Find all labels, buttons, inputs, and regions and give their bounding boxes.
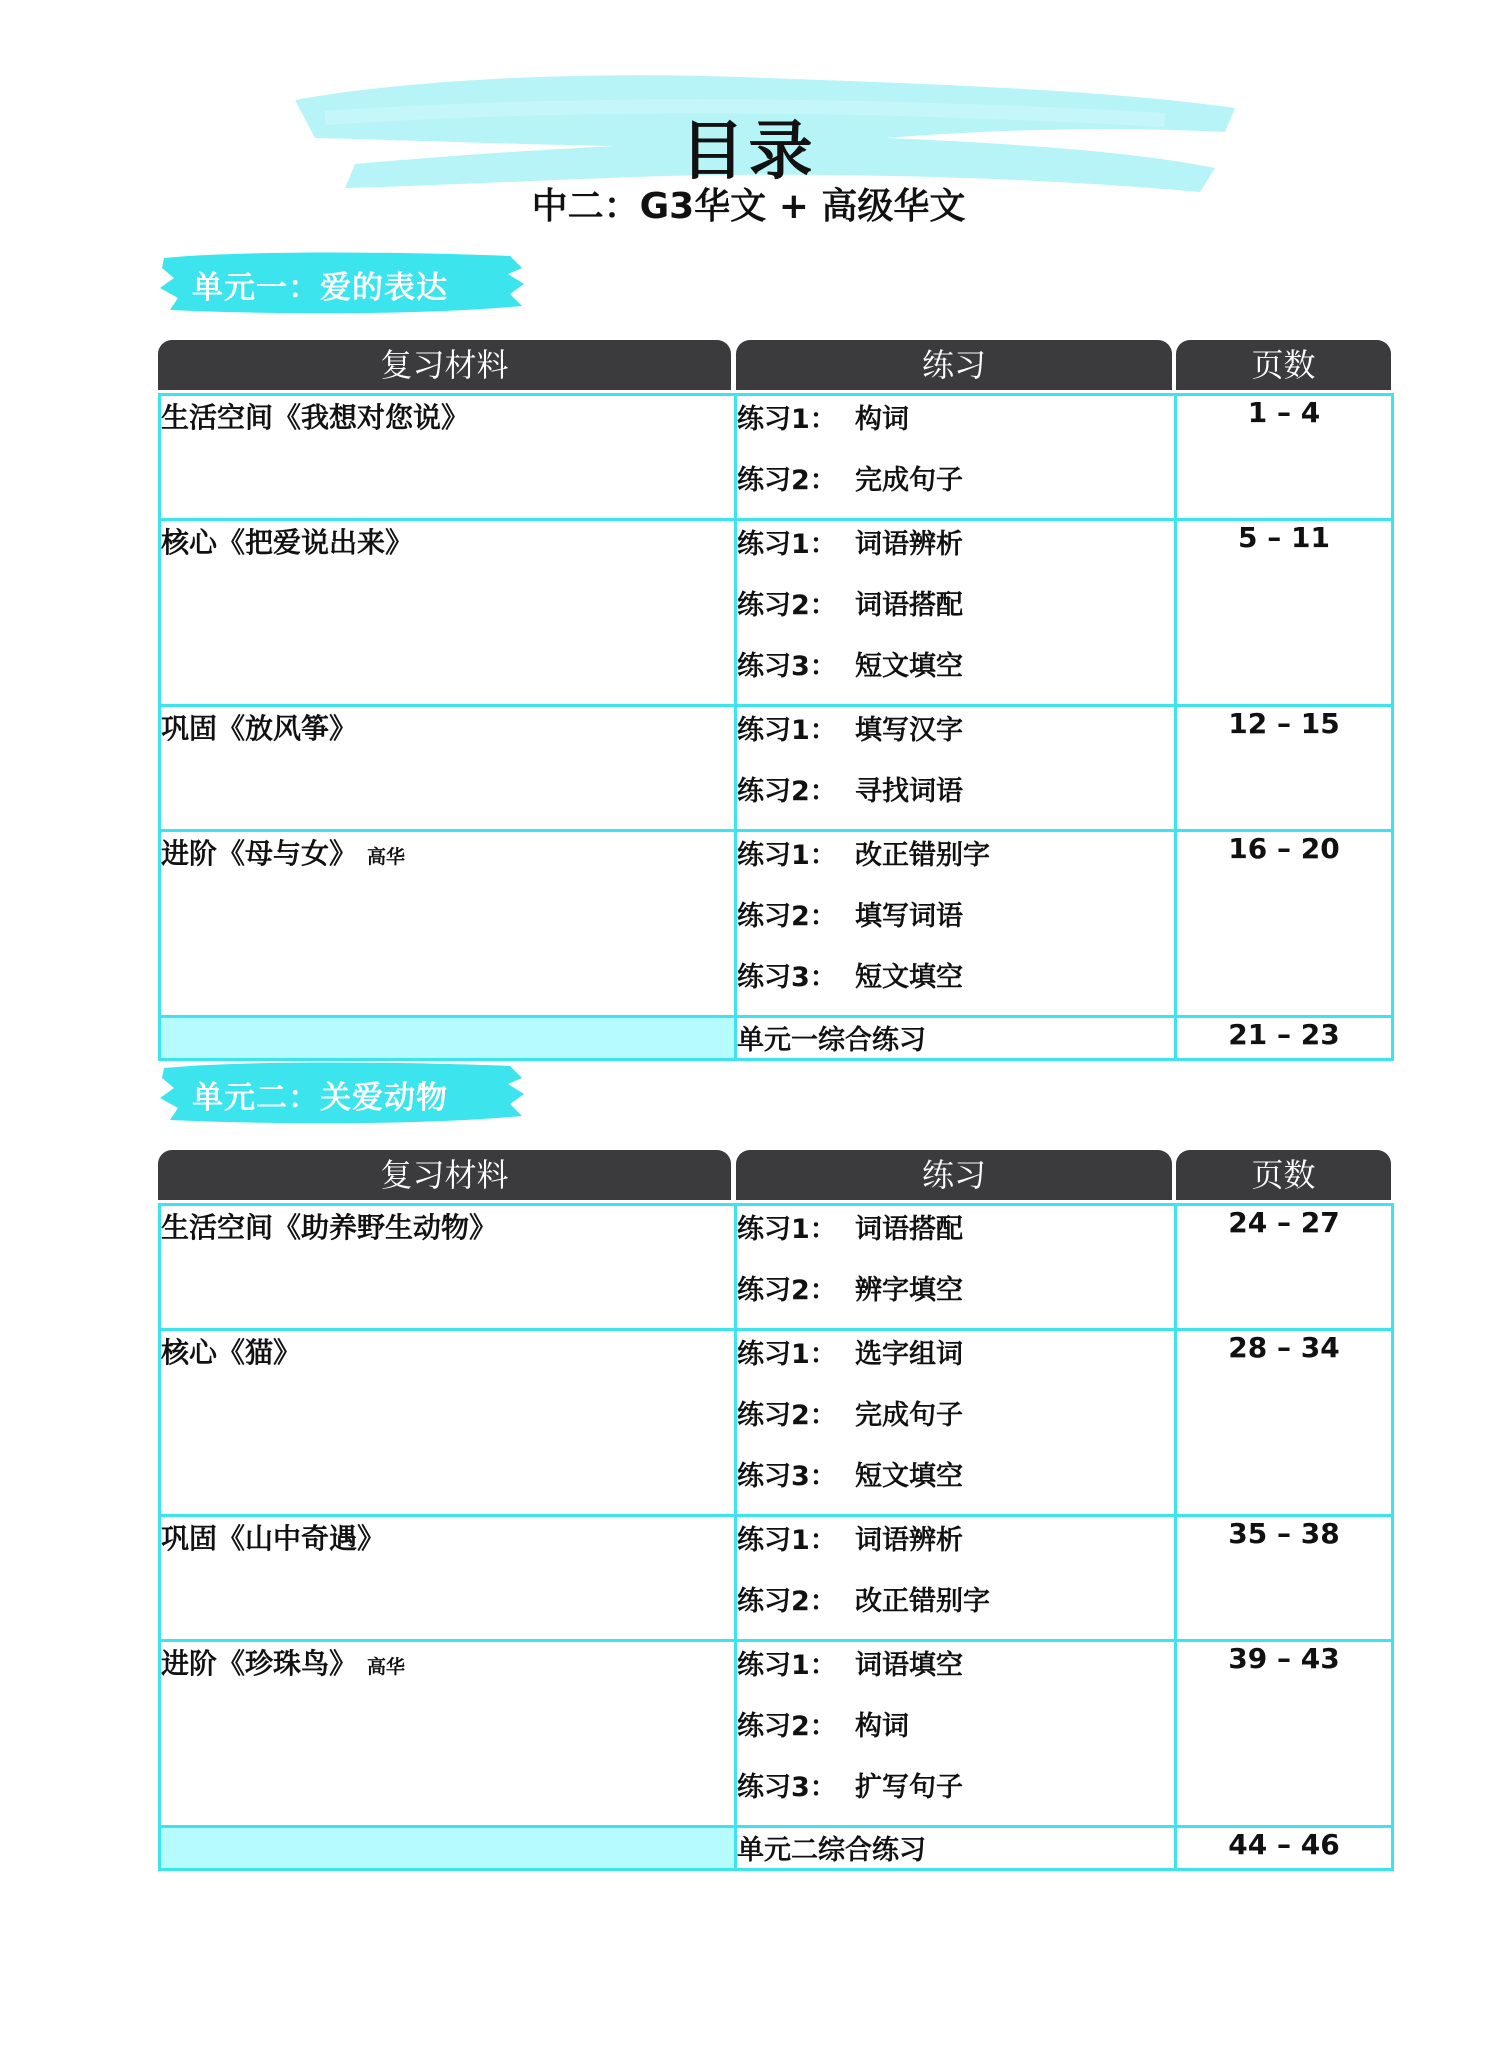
material-cell xyxy=(160,1516,736,1641)
exercise-label: 练习3： xyxy=(737,1461,837,1492)
page-range: 16 – 20 xyxy=(1176,831,1393,1017)
material-cell xyxy=(160,520,736,706)
header-exercise: 练习 xyxy=(736,340,1172,390)
exercise-cell xyxy=(736,1641,1176,1827)
table-row xyxy=(160,706,1393,831)
exercise-item xyxy=(737,1392,1174,1453)
table-row xyxy=(160,1641,1393,1827)
page-title: 目录 xyxy=(680,115,817,189)
exercise-label: 练习1： xyxy=(737,1650,837,1681)
material-title: 生活空间《助养野生动物》 xyxy=(161,1211,498,1244)
exercise-item xyxy=(737,1206,1174,1267)
page-range: 35 – 38 xyxy=(1176,1516,1393,1641)
table-row xyxy=(160,520,1393,706)
page-subtitle: 中二：G3华文 + 高级华文 xyxy=(531,186,966,227)
material-cell xyxy=(160,1641,736,1827)
summary-row xyxy=(160,1827,1393,1870)
material-title: 核心《猫》 xyxy=(161,1336,302,1369)
exercise-item xyxy=(737,1642,1174,1703)
exercise-label: 练习3： xyxy=(737,962,837,993)
exercise-item xyxy=(737,1517,1174,1578)
exercise-name: 改正错别字 xyxy=(855,840,990,871)
exercise-item xyxy=(737,1703,1174,1764)
exercise-name: 填写词语 xyxy=(855,901,963,932)
exercise-item xyxy=(737,832,1174,893)
exercise-name: 构词 xyxy=(855,404,909,435)
table-row xyxy=(160,1330,1393,1516)
material-title: 巩固《山中奇遇》 xyxy=(161,1522,386,1555)
summary-row xyxy=(160,1017,1393,1060)
table-row xyxy=(160,1516,1393,1641)
summary-label: 单元二综合练习 xyxy=(736,1827,1176,1870)
table-header xyxy=(158,1150,1391,1200)
material-cell xyxy=(160,706,736,831)
unit-banner xyxy=(158,1058,528,1128)
material-title: 进阶《母与女》 xyxy=(161,837,358,870)
exercise-label: 练习2： xyxy=(737,776,837,807)
exercise-name: 词语搭配 xyxy=(855,590,963,621)
unit-section xyxy=(158,248,1391,1061)
exercise-item xyxy=(737,1764,1174,1825)
exercise-label: 练习2： xyxy=(737,1711,837,1742)
table-row xyxy=(160,831,1393,1017)
page-range: 24 – 27 xyxy=(1176,1205,1393,1330)
material-title: 巩固《放风筝》 xyxy=(161,712,358,745)
unit-title: 单元一：爱的表达 xyxy=(192,270,448,306)
exercise-cell xyxy=(736,706,1176,831)
page-range: 28 – 34 xyxy=(1176,1330,1393,1516)
exercise-name: 词语填空 xyxy=(855,1650,963,1681)
material-cell xyxy=(160,1330,736,1516)
exercise-label: 练习2： xyxy=(737,1275,837,1306)
exercise-item xyxy=(737,707,1174,768)
exercise-cell xyxy=(736,831,1176,1017)
exercise-item xyxy=(737,1578,1174,1639)
exercise-name: 短文填空 xyxy=(855,651,963,682)
exercise-item xyxy=(737,893,1174,954)
exercise-label: 练习2： xyxy=(737,465,837,496)
exercise-item xyxy=(737,643,1174,704)
material-title: 核心《把爱说出来》 xyxy=(161,526,414,559)
exercise-cell xyxy=(736,395,1176,520)
table-row xyxy=(160,1205,1393,1330)
exercise-name: 完成句子 xyxy=(855,465,963,496)
toc-table xyxy=(158,1203,1394,1871)
level-tag: 高华 xyxy=(367,1656,406,1678)
summary-page-range: 21 – 23 xyxy=(1176,1017,1393,1060)
unit-section xyxy=(158,1058,1391,1871)
material-title: 进阶《珍珠鸟》 xyxy=(161,1647,358,1680)
exercise-cell xyxy=(736,520,1176,706)
header-pages: 页数 xyxy=(1176,1150,1391,1200)
exercise-label: 练习1： xyxy=(737,404,837,435)
material-cell xyxy=(160,831,736,1017)
exercise-item xyxy=(737,1453,1174,1514)
page-range: 5 – 11 xyxy=(1176,520,1393,706)
summary-blank-cell xyxy=(160,1827,736,1870)
header-exercise: 练习 xyxy=(736,1150,1172,1200)
page-range: 1 – 4 xyxy=(1176,395,1393,520)
exercise-label: 练习1： xyxy=(737,715,837,746)
exercise-item xyxy=(737,1331,1174,1392)
exercise-label: 练习1： xyxy=(737,1214,837,1245)
title-area xyxy=(0,0,1497,240)
header-material: 复习材料 xyxy=(158,340,731,390)
exercise-label: 练习1： xyxy=(737,840,837,871)
exercise-label: 练习1： xyxy=(737,529,837,560)
material-title: 生活空间《我想对您说》 xyxy=(161,401,470,434)
page-range: 12 – 15 xyxy=(1176,706,1393,831)
material-cell xyxy=(160,1205,736,1330)
unit-banner xyxy=(158,248,528,318)
exercise-cell xyxy=(736,1516,1176,1641)
exercise-name: 词语辨析 xyxy=(855,529,963,560)
exercise-item xyxy=(737,457,1174,518)
exercise-item xyxy=(737,1267,1174,1328)
unit-title: 单元二：关爱动物 xyxy=(192,1080,448,1116)
exercise-name: 填写汉字 xyxy=(855,715,963,746)
exercise-label: 练习2： xyxy=(737,901,837,932)
exercise-cell xyxy=(736,1330,1176,1516)
exercise-label: 练习2： xyxy=(737,1586,837,1617)
exercise-item xyxy=(737,396,1174,457)
exercise-name: 改正错别字 xyxy=(855,1586,990,1617)
exercise-label: 练习3： xyxy=(737,1772,837,1803)
summary-label: 单元一综合练习 xyxy=(736,1017,1176,1060)
exercise-name: 短文填空 xyxy=(855,1461,963,1492)
exercise-name: 扩写句子 xyxy=(855,1772,963,1803)
exercise-label: 练习2： xyxy=(737,1400,837,1431)
header-pages: 页数 xyxy=(1176,340,1391,390)
exercise-name: 词语搭配 xyxy=(855,1214,963,1245)
material-cell xyxy=(160,395,736,520)
exercise-item xyxy=(737,768,1174,829)
page-range: 39 – 43 xyxy=(1176,1641,1393,1827)
exercise-name: 构词 xyxy=(855,1711,909,1742)
exercise-name: 选字组词 xyxy=(855,1339,963,1370)
exercise-label: 练习1： xyxy=(737,1339,837,1370)
exercise-name: 词语辨析 xyxy=(855,1525,963,1556)
exercise-item xyxy=(737,521,1174,582)
exercise-label: 练习1： xyxy=(737,1525,837,1556)
summary-blank-cell xyxy=(160,1017,736,1060)
table-row xyxy=(160,395,1393,520)
exercise-name: 寻找词语 xyxy=(855,776,963,807)
toc-table xyxy=(158,393,1394,1061)
level-tag: 高华 xyxy=(367,846,406,868)
exercise-cell xyxy=(736,1205,1176,1330)
exercise-name: 辨字填空 xyxy=(855,1275,963,1306)
exercise-name: 完成句子 xyxy=(855,1400,963,1431)
header-material: 复习材料 xyxy=(158,1150,731,1200)
exercise-item xyxy=(737,582,1174,643)
exercise-label: 练习3： xyxy=(737,651,837,682)
summary-page-range: 44 – 46 xyxy=(1176,1827,1393,1870)
exercise-item xyxy=(737,954,1174,1015)
table-header xyxy=(158,340,1391,390)
exercise-name: 短文填空 xyxy=(855,962,963,993)
exercise-label: 练习2： xyxy=(737,590,837,621)
